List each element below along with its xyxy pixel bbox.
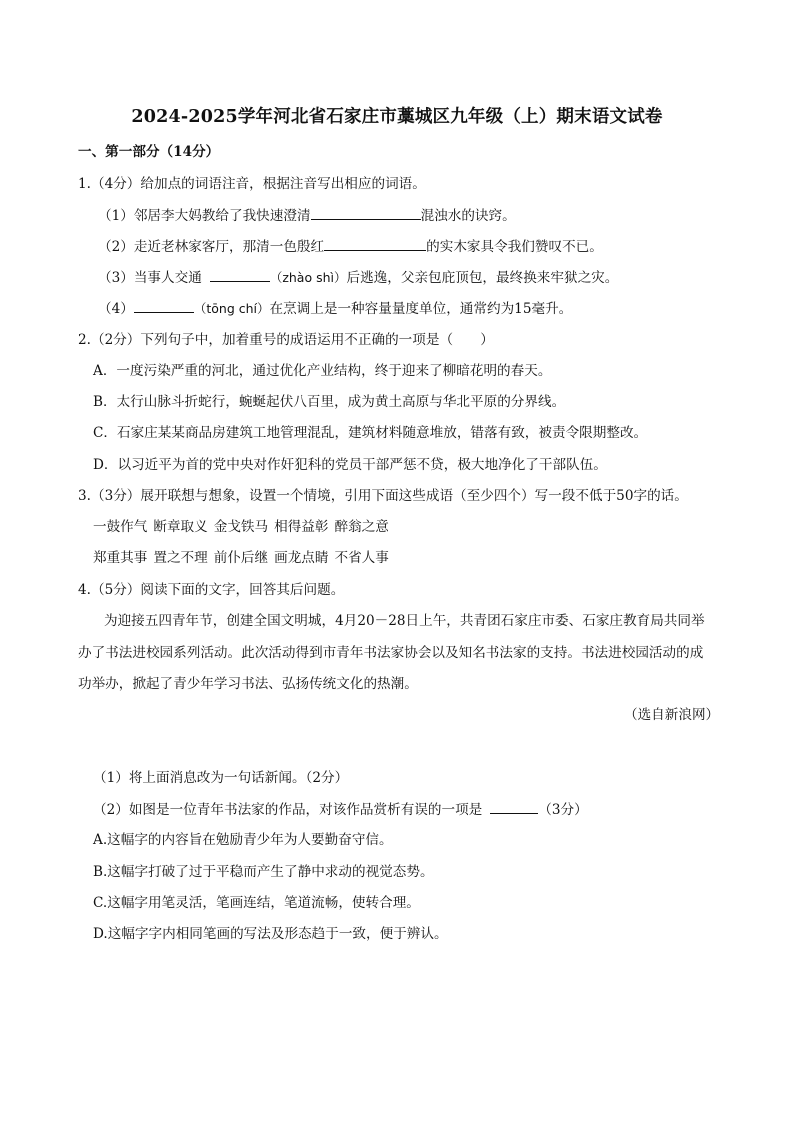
answer-blank <box>134 298 194 313</box>
item-text: 后逃逸，父亲包庇顶包，最终换来牢狱之灾。 <box>346 270 619 286</box>
passage-line-3: 功举办，掀起了青少年学习书法、弘扬传统文化的热潮。 <box>78 676 418 692</box>
answer-blank <box>311 205 421 220</box>
item-text: （3）当事人交通 <box>98 270 202 286</box>
question-1-item-3 <box>98 267 618 288</box>
question-3-stem: 3.（3分）展开联想与想象，设置一个情境，引用下面这些成语（至少四个）写一段不低于50字的话。 <box>78 488 688 504</box>
sub-text: （2）如图是一位青年书法家的作品，对该作品赏析有误的一项是 <box>93 802 483 818</box>
idiom: 置之不理 <box>153 550 208 566</box>
item-text: 在烹调上是一种容量量度单位，通常约为15毫升。 <box>269 301 573 317</box>
page-title: 2024-2025学年河北省石家庄市藁城区九年级（上）期末语文试卷 <box>131 107 663 127</box>
question-4-option-d: D.这幅字字内相同笔画的写法及形态趋于一致，便于辨认。 <box>93 926 448 942</box>
passage-source: （选自新浪网） <box>624 707 720 723</box>
idiom: 断章取义 <box>153 519 208 535</box>
passage-line-2: 办了书法进校园系列活动。此次活动得到市青年书法家协会以及知名书法家的支持。书法进校园活动的成 <box>78 645 704 661</box>
question-2-option-a: A．一度污染严重的河北，通过优化产业结构，终于迎来了柳暗花明的春天。 <box>93 363 552 379</box>
item-text: 的实木家具令我们赞叹不已。 <box>426 239 603 255</box>
answer-blank <box>210 267 270 282</box>
question-1-item-1 <box>98 205 516 226</box>
item-text: （2）走近老林家客厅，那清一色殷红 <box>98 239 325 255</box>
item-text: 混浊水的诀窍。 <box>420 208 516 224</box>
idiom: 不省人事 <box>334 550 389 566</box>
question-1-item-2 <box>98 236 603 257</box>
idiom: 相得益彰 <box>274 519 329 535</box>
answer-blank <box>324 236 426 251</box>
question-4-option-b: B.这幅字打破了过于平稳而产生了静中求动的视觉态势。 <box>93 864 434 880</box>
question-2-stem: 2.（2分）下列句子中，加着重号的成语运用不正确的一项是（ ） <box>78 332 494 348</box>
question-4-sub-1: （1）将上面消息改为一句话新闻。（2分） <box>93 770 349 786</box>
idiom: 一鼓作气 <box>93 519 148 535</box>
idiom: 画龙点睛 <box>274 550 329 566</box>
idiom: 醉翁之意 <box>334 519 389 535</box>
item-text: （4） <box>98 301 134 317</box>
passage-line-1: 为迎接五四青年节，创建全国文明城，4月20－28日上午，共青团石家庄市委、石家庄教育局共同举 <box>104 613 705 629</box>
question-1-stem: 1.（4分）给加点的词语注音，根据注音写出相应的词语。 <box>78 176 426 192</box>
idiom: 金戈铁马 <box>213 519 269 535</box>
question-4-option-a: A.这幅字的内容旨在勉励青少年为人要勤奋守信。 <box>93 832 393 848</box>
pinyin: （zhào shì） <box>269 270 347 285</box>
pinyin: （tōng chí） <box>193 301 270 316</box>
question-4-option-c: C.这幅字用笔灵活，笔画连结，笔道流畅，使转合理。 <box>93 895 420 911</box>
item-text: （1）邻居李大妈教给了我快速澄清 <box>98 208 311 224</box>
idiom-row-2 <box>93 548 395 568</box>
question-2-option-d: D．以习近平为首的党中央对作奸犯科的党员干部严惩不贷，极大地净化了干部队伍。 <box>93 457 607 473</box>
idiom: 郑重其事 <box>93 550 148 566</box>
question-4-sub-2 <box>93 799 588 820</box>
section-heading: 一、第一部分（14分） <box>78 144 220 160</box>
question-2-option-b: B．太行山脉斗折蛇行，蜿蜒起伏八百里，成为黄土高原与华北平原的分界线。 <box>93 394 566 410</box>
idiom: 前仆后继 <box>213 550 269 566</box>
question-1-item-4 <box>98 298 572 319</box>
question-4-stem: 4.（5分）阅读下面的文字，回答其后问题。 <box>78 582 345 598</box>
answer-blank <box>490 799 538 814</box>
idiom-row-1 <box>93 517 395 537</box>
sub-text: （3分） <box>538 802 588 818</box>
question-2-option-c: C．石家庄某某商品房建筑工地管理混乱，建筑材料随意堆放，错落有致，被责令限期整改。 <box>93 425 648 441</box>
